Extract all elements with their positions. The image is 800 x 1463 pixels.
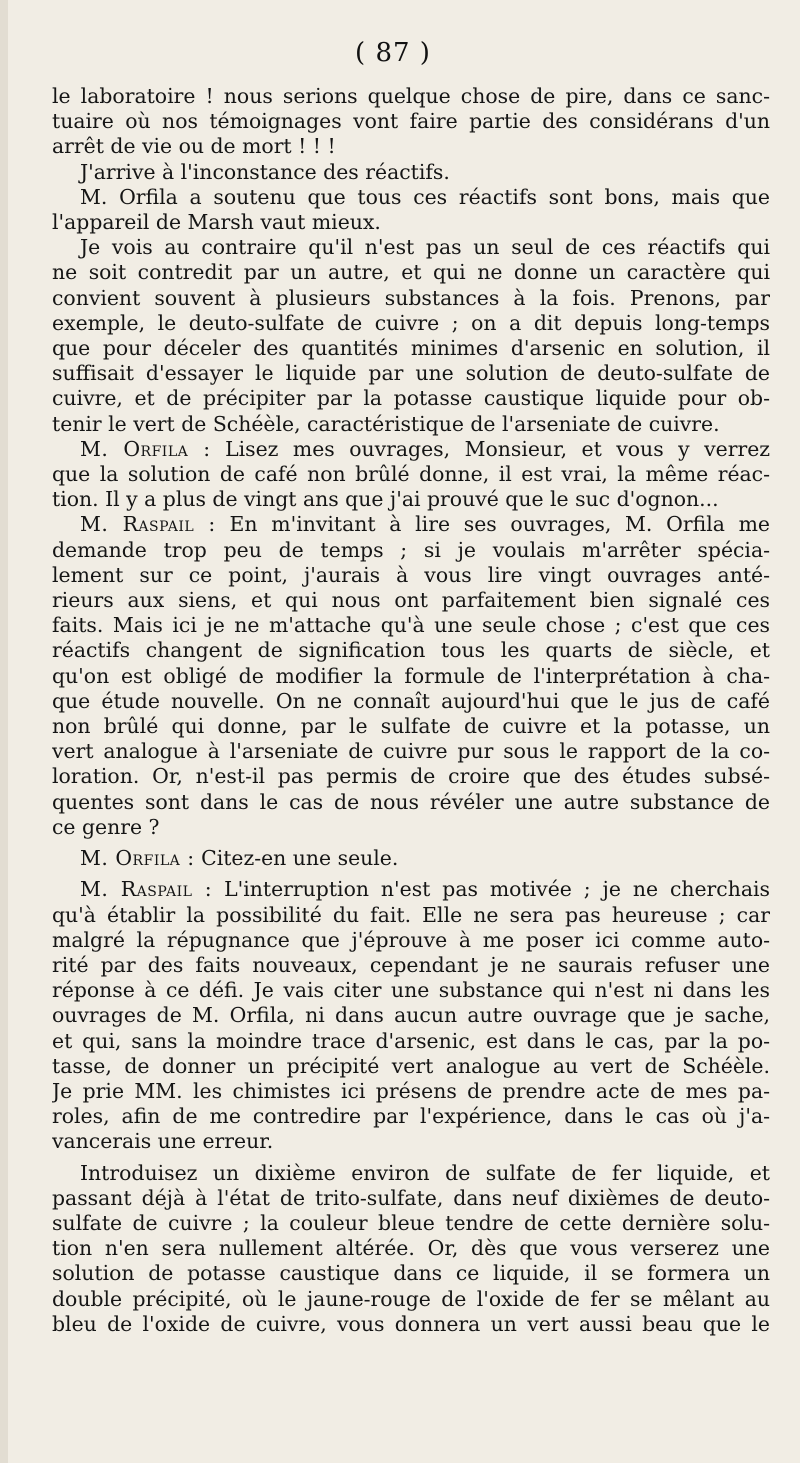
speaker-label: M. Raspail : <box>80 877 213 902</box>
text-line: vancerais une erreur. <box>52 1129 274 1154</box>
paragraph <box>52 437 770 513</box>
text-line: tion. Il y a plus de vingt ans que j'ai prouvé que le suc d'ognon... <box>52 487 719 512</box>
text-line: réponse à ce défi. Je vais citer une substance qui n'est ni dans les <box>52 978 770 1003</box>
paragraph <box>52 877 770 1154</box>
text-line <box>52 512 770 537</box>
text-line: J'arrive à l'inconstance des réactifs. <box>80 159 450 184</box>
text-line: et qui, sans la moindre trace d'arsenic, est dans le cas, par la po- <box>52 1028 770 1053</box>
paragraph <box>52 185 770 235</box>
text-line: passant déjà à l'état de trito-sulfate, dans neuf dixièmes de deuto- <box>52 1185 770 1210</box>
text-line: roles, afin de me contredire par l'expérience, dans le cas où j'a- <box>52 1104 770 1129</box>
paragraph <box>52 84 770 160</box>
text-line: rieurs aux siens, et qui nous ont parfaitement bien signalé ces <box>52 588 770 613</box>
text-line: rité par des faits nouveaux, cependant je ne saurais refuser une <box>52 952 770 977</box>
paragraph <box>52 235 770 437</box>
speaker-label: M. Orfila : <box>80 436 211 461</box>
text-line: loration. Or, n'est-il pas permis de croire que des études subsé- <box>52 764 770 789</box>
text-line: Je vois au contraire qu'il n'est pas un seul de ces réactifs qui <box>80 235 770 260</box>
text-line: exemple, le deuto-sulfate de cuivre ; on a dit depuis long-temps <box>52 310 770 335</box>
speaker-label: M. Orfila : <box>80 846 195 871</box>
text-line: que étude nouvelle. On ne connaît aujourd'hui que le jus de café <box>52 688 770 713</box>
text-line <box>52 846 770 871</box>
text-line: Introduisez un dixième environ de sulfate de fer liquide, et <box>80 1160 770 1185</box>
text-line: solution de potasse caustique dans ce liquide, il se formera un <box>52 1261 770 1286</box>
paragraph <box>52 1161 770 1337</box>
text-line: qu'à établir la possibilité du fait. Elle ne sera pas heureuse ; car <box>52 902 770 927</box>
text-line: double précipité, où le jaune-rouge de l'oxide de fer se mêlant au <box>52 1286 770 1311</box>
text-line: tuaire où nos témoignages vont faire partie des considérans d'un <box>52 109 770 134</box>
text-line: tion n'en sera nullement altérée. Or, dès que vous verserez une <box>52 1236 770 1261</box>
speech-text: Citez-en une seule. <box>201 846 399 871</box>
text-line <box>52 877 770 902</box>
text-line: faits. Mais ici je ne m'attache qu'à une seule chose ; c'est que ces <box>52 613 770 638</box>
text-line: tasse, de donner un précipité vert analogue au vert de Schéèle. <box>52 1053 770 1078</box>
text-line: bleu de l'oxide de cuivre, vous donnera un vert aussi beau que le <box>52 1311 770 1336</box>
text-line: ne soit contredit par un autre, et qui ne donne un caractère qui <box>52 260 770 285</box>
text-line: que la solution de café non brûlé donne, il est vrai, la même réac- <box>52 462 770 487</box>
text-line: réactifs changent de signification tous les quarts de siècle, et <box>52 638 770 663</box>
text-line: ce genre ? <box>52 814 160 839</box>
text-line: que pour déceler des quantités minimes d'arsenic en solution, il <box>52 336 770 361</box>
speech-text: L'interruption n'est pas motivée ; je ne cherchais <box>224 877 770 902</box>
page-number: ( 87 ) <box>355 38 431 68</box>
text-line: non brûlé qui donne, par le sulfate de cuivre et la potasse, un <box>52 714 770 739</box>
text-line: ouvrages de M. Orfila, ni dans aucun autre ouvrage que je sache, <box>52 1003 770 1028</box>
text-line: tenir le vert de Schéèle, caractéristique de l'arseniate de cuivre. <box>52 411 720 436</box>
text-line: le laboratoire ! nous serions quelque chose de pire, dans ce sanc- <box>52 84 770 108</box>
text-line: sulfate de cuivre ; la couleur bleue tendre de cette dernière solu- <box>52 1210 770 1235</box>
text-line: malgré la répugnance que j'éprouve à me poser ici comme auto- <box>52 927 770 952</box>
paragraph <box>52 846 770 871</box>
text-line: Je prie MM. les chimistes ici présens de prendre acte de mes pa- <box>52 1078 770 1103</box>
paragraph <box>52 512 770 840</box>
text-line: demande trop peu de temps ; si je voulais m'arrêter spécia- <box>52 537 770 562</box>
text-line: suffisait d'essayer le liquide par une solution de deuto-sulfate de <box>52 361 770 386</box>
text-line: cuivre, et de précipiter par la potasse caustique liquide pour ob- <box>52 386 770 411</box>
page-body <box>52 84 770 1337</box>
text-line: quentes sont dans le cas de nous révéler une autre substance de <box>52 789 770 814</box>
speaker-label: M. Raspail : <box>80 512 216 537</box>
paragraph <box>52 160 770 185</box>
speech-text: En m'invitant à lire ses ouvrages, M. Orfila me <box>229 512 770 537</box>
text-line: lement sur ce point, j'aurais à vous lire vingt ouvrages anté- <box>52 562 770 587</box>
speech-text: Lisez mes ouvrages, Monsieur, et vous y verrez <box>225 436 770 461</box>
text-line: arrêt de vie ou de mort ! ! ! <box>52 134 336 159</box>
text-line: convient souvent à plusieurs substances à la fois. Prenons, par <box>52 285 770 310</box>
text-line: M. Orfila a soutenu que tous ces réactifs sont bons, mais que <box>80 184 770 209</box>
text-line: vert analogue à l'arseniate de cuivre pur sous le rapport de la co- <box>52 739 770 764</box>
text-line: qu'on est obligé de modifier la formule de l'interprétation à cha- <box>52 663 770 688</box>
text-line: l'appareil de Marsh vaut mieux. <box>52 210 381 235</box>
text-line <box>52 437 770 462</box>
